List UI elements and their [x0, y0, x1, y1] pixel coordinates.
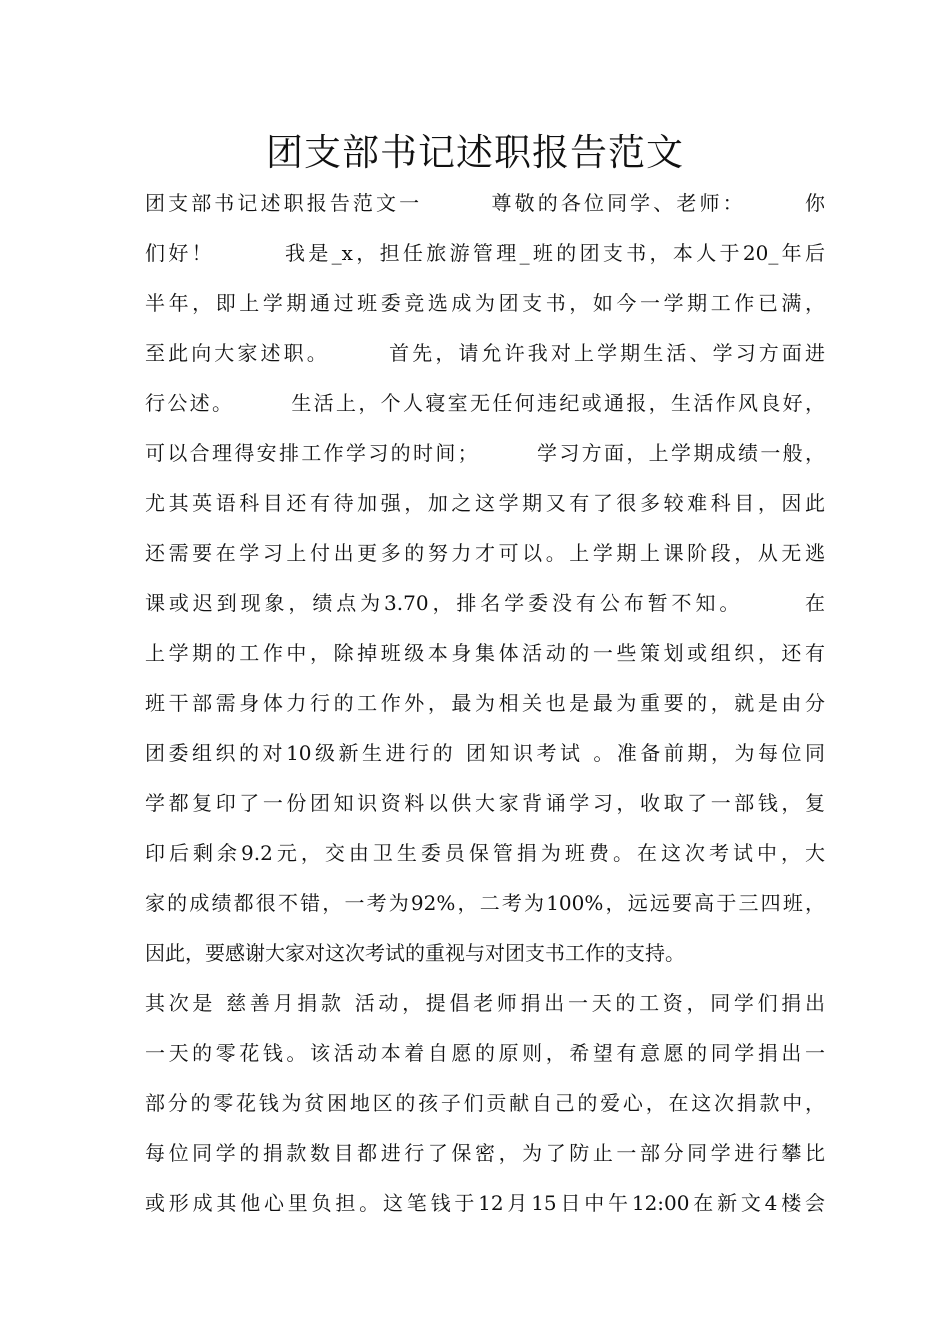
document-title: 团支部书记述职报告范文: [266, 131, 684, 174]
body-line: 还需要在学习上付出更多的努力才可以。上学期上课阶段，从无逃: [145, 541, 825, 565]
document-body: [145, 178, 825, 1228]
body-line: 行公述。 生活上，个人寝室无任何违纪或通报，生活作风良好，: [145, 391, 825, 415]
body-line: 其次是 慈善月捐款 活动，提倡老师捐出一天的工资，同学们捐出: [145, 991, 825, 1015]
body-line: 课或迟到现象，绩点为3.70，排名学委没有公布暂不知。 在: [145, 591, 825, 615]
body-line: 或形成其他心里负担。这笔钱于12月15日中午12:00在新文4楼会: [145, 1191, 825, 1215]
body-line: 一天的零花钱。该活动本着自愿的原则，希望有意愿的同学捐出一: [145, 1041, 825, 1065]
body-line: 印后剩余9.2元，交由卫生委员保管捐为班费。在这次考试中，大: [145, 841, 825, 865]
body-line: 可以合理得安排工作学习的时间； 学习方面，上学期成绩一般，: [145, 441, 825, 465]
body-line: 团支部书记述职报告范文一 尊敬的各位同学、老师： 你: [145, 191, 825, 215]
body-line: 上学期的工作中，除掉班级本身集体活动的一些策划或组织，还有: [145, 641, 825, 665]
body-line: 因此，要感谢大家对这次考试的重视与对团支书工作的支持。: [145, 941, 685, 965]
body-line: 家的成绩都很不错，一考为92%，二考为100%，远远要高于三四班，: [145, 891, 825, 915]
body-line: 学都复印了一份团知识资料以供大家背诵学习，收取了一部钱，复: [145, 791, 825, 815]
body-line: 尤其英语科目还有待加强，加之这学期又有了很多较难科目，因此: [145, 491, 825, 515]
body-line: 们好！ 我是_x，担任旅游管理_班的团支书，本人于20_年后: [145, 241, 825, 265]
body-line: 每位同学的捐款数目都进行了保密，为了防止一部分同学进行攀比: [145, 1141, 825, 1165]
body-line: 至此向大家述职。 首先，请允许我对上学期生活、学习方面进: [145, 341, 825, 365]
body-line: 团委组织的对10级新生进行的 团知识考试 。准备前期，为每位同: [145, 741, 825, 765]
body-line: 班干部需身体力行的工作外，最为相关也是最为重要的，就是由分: [145, 691, 825, 715]
body-line: 部分的零花钱为贫困地区的孩子们贡献自己的爱心，在这次捐款中，: [145, 1091, 825, 1115]
body-line: 半年，即上学期通过班委竞选成为团支书，如今一学期工作已满，: [145, 291, 825, 315]
